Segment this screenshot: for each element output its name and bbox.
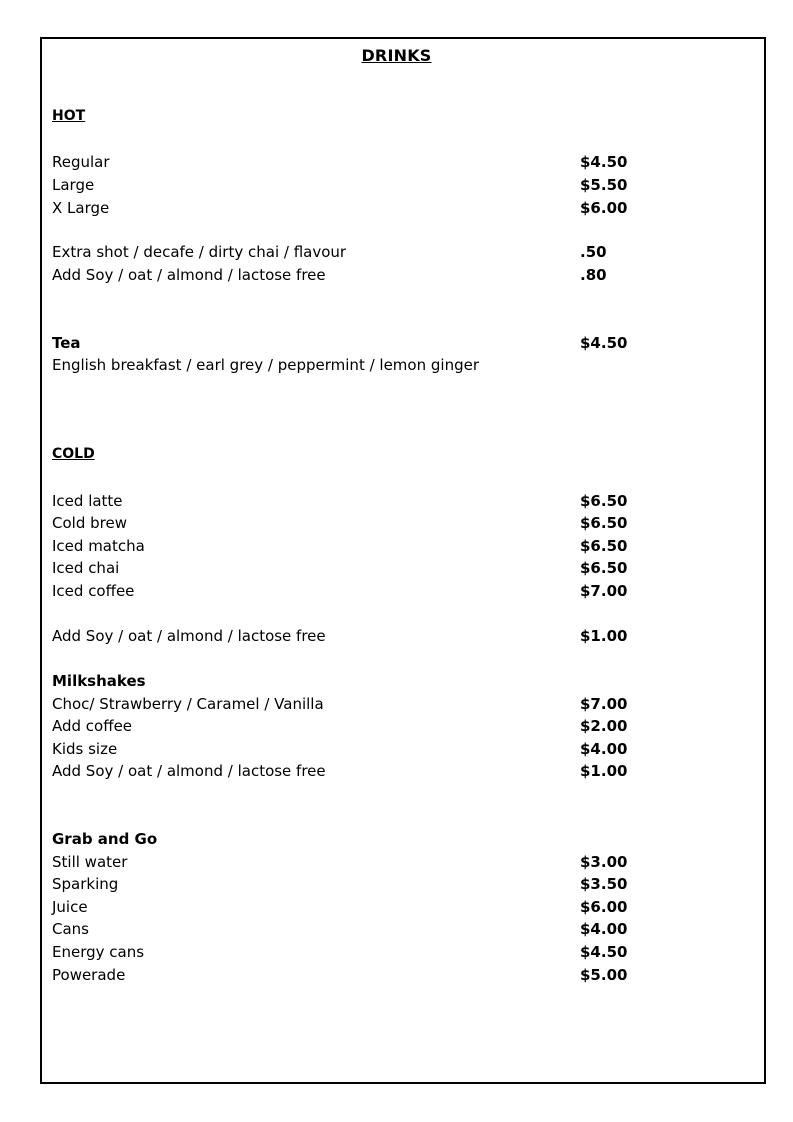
menu-item	[52, 580, 702, 602]
item-price: .50	[580, 243, 607, 261]
item-name: Add Soy / oat / almond / lactose free	[52, 627, 326, 645]
menu-item	[52, 715, 702, 737]
item-price: $5.50	[580, 176, 628, 194]
item-name: Choc/ Strawberry / Caramel / Vanilla	[52, 695, 324, 713]
item-price: $4.00	[580, 740, 628, 758]
item-name: Juice	[52, 898, 88, 916]
menu-item	[52, 197, 702, 219]
item-price: $3.00	[580, 853, 628, 871]
menu-item	[52, 512, 702, 534]
item-price: .80	[580, 266, 607, 284]
menu-item	[52, 873, 702, 895]
item-price: $3.50	[580, 875, 628, 893]
item-name: Tea	[52, 334, 81, 352]
item-name: Powerade	[52, 966, 126, 984]
item-price: $6.50	[580, 559, 628, 577]
menu-item	[52, 241, 702, 263]
item-price: $6.50	[580, 492, 628, 510]
tea-options	[52, 354, 702, 376]
menu-item	[52, 264, 702, 286]
menu-item	[52, 625, 702, 647]
item-price: $5.00	[580, 966, 628, 984]
item-name: Large	[52, 176, 95, 194]
menu-title: DRINKS	[361, 46, 432, 65]
item-name: Sparking	[52, 875, 119, 893]
menu-item	[52, 693, 702, 715]
item-name: Iced latte	[52, 492, 123, 510]
subsection-title: Milkshakes	[52, 672, 146, 690]
item-name: Cold brew	[52, 514, 127, 532]
menu-item	[52, 557, 702, 579]
menu-item	[52, 738, 702, 760]
menu-item	[52, 151, 702, 173]
item-name: Add Soy / oat / almond / lactose free	[52, 762, 326, 780]
section-heading-cold: COLD	[52, 446, 95, 462]
menu-item	[52, 760, 702, 782]
menu-item	[52, 490, 702, 512]
item-name: Iced chai	[52, 559, 120, 577]
item-description: English breakfast / earl grey / peppermint / lemon ginger	[52, 356, 479, 374]
item-name: Still water	[52, 853, 128, 871]
item-price: $7.00	[580, 582, 628, 600]
item-name: Extra shot / decafe / dirty chai / flavour	[52, 243, 347, 261]
menu-item	[52, 896, 702, 918]
subsection-title: Grab and Go	[52, 830, 158, 848]
subsection-heading-milkshakes	[52, 670, 702, 692]
menu-item	[52, 941, 702, 963]
item-price: $6.50	[580, 514, 628, 532]
item-price: $6.00	[580, 199, 628, 217]
item-name: Cans	[52, 920, 89, 938]
menu-item	[52, 535, 702, 557]
item-price: $6.00	[580, 898, 628, 916]
menu-item-tea	[52, 332, 702, 354]
menu-item	[52, 964, 702, 986]
item-price: $1.00	[580, 762, 628, 780]
item-name: Kids size	[52, 740, 118, 758]
item-name: Regular	[52, 153, 110, 171]
item-price: $7.00	[580, 695, 628, 713]
menu-item	[52, 851, 702, 873]
item-name: Iced matcha	[52, 537, 145, 555]
item-name: Add Soy / oat / almond / lactose free	[52, 266, 326, 284]
item-price: $1.00	[580, 627, 628, 645]
item-price: $4.50	[580, 334, 628, 352]
item-name: Add coffee	[52, 717, 133, 735]
item-price: $6.50	[580, 537, 628, 555]
section-heading-hot: HOT	[52, 108, 86, 124]
menu-item	[52, 918, 702, 940]
item-price: $2.00	[580, 717, 628, 735]
item-name: X Large	[52, 199, 110, 217]
item-name: Energy cans	[52, 943, 145, 961]
item-price: $4.00	[580, 920, 628, 938]
item-name: Iced coffee	[52, 582, 135, 600]
subsection-heading-grab-and-go	[52, 828, 702, 850]
item-price: $4.50	[580, 943, 628, 961]
item-price: $4.50	[580, 153, 628, 171]
menu-item	[52, 174, 702, 196]
